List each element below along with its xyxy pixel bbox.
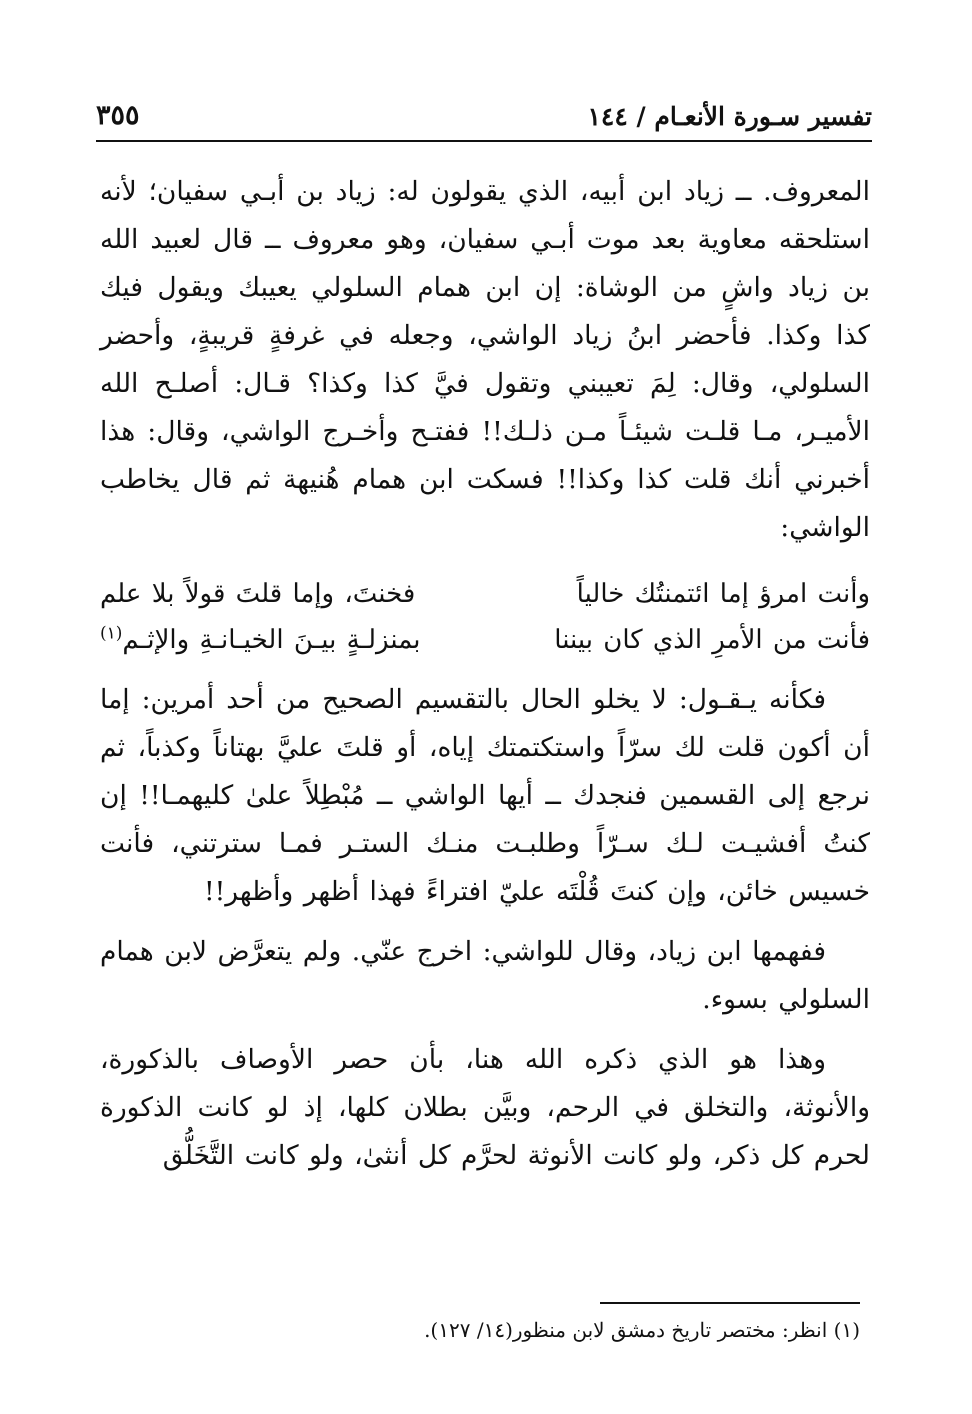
paragraph-argument: وهذا هو الذي ذكره الله هنا، بأن حصر الأوصاف بالذكورة، والأنوثة، والتخلق في الرحم، وبيَّن بطلان كلها، إذ لو كانت الذكورة لحرم كل ذكر، ولو كانت الأنوثة لحرَّم كل أنثىٰ، ولو كانت التَّخَلُّق xyxy=(100,1044,870,1171)
verse-second-hemistich-text: بمنزلـةٍ بيـنَ الخيـانـةِ والإثـم xyxy=(122,625,421,655)
verse-second-hemistich: فخنتَ، وإما قلتَ قولاً بلا علم xyxy=(100,579,416,609)
paragraph-explanation: فكأنه يـقـول: لا يخلو الحال بالتقسيم الصحيح من أحد أمرين: إما أن أكون قلت لك سرّاً واستكتمتك إياه، أو قلتَ عليَّ بهتاناً وكذباً، ثم نرجع إلى القسمين فنجدك ــ أيها الواشي ــ مُبْطِلاً علىٰ كليهمـا!! إن كنتُ أفشيـت لـك سـرّاً وطلبـت منـك الستـر فمـا سترتني، فأنت خسيس خائن، وإن كنتَ قُلْتَه عليّ افتراءً فهذا أظهر وأظهر!! xyxy=(100,684,870,907)
main-text xyxy=(100,168,870,1180)
paragraph-story: المعروف. ــ زياد ابن أبيه، الذي يقولون له: زياد بن أبـي سفيان؛ لأنه استلحقه معاوية بعد موت أبـي سفيان، وهو معروف ــ قال لعبيد الله بن زياد واشٍ من الوشاة: إن ابن همام السلولي يعيبك ويقول فيك كذا وكذا. فأحضر ابنُ زياد الواشي، وجعله في غرفةٍ قريبةٍ، وأحضر السلولي، وقال: لِمَ تعيبني وتقول فيَّ كذا وكذا؟ قـال: أصلـح الله الأميـر، مـا قلـت شيئـاً مـن ذلـك!! ففتـح وأخـرج الواشي، وقال: هذا أخبرني أنك قلت كذا وكذا!! فسكت ابن همام هُنيهة ثم قال يخاطب الواشي: xyxy=(100,176,870,543)
header-rule xyxy=(96,140,872,142)
poem-verse xyxy=(100,570,870,616)
page-number: ٣٥٥ xyxy=(96,100,140,131)
footnote-rule xyxy=(600,1302,860,1304)
poem-verse xyxy=(100,616,870,662)
verse-second-hemistich xyxy=(100,616,421,664)
poem xyxy=(100,570,870,662)
running-title: تفسير سـورة الأنعـام / ١٤٤ xyxy=(587,102,872,131)
paragraph-conclusion: ففهمها ابن زياد، وقال للواشي: اخرج عنّي. ولم يتعرَّض لابن همام السلولي بسوء. xyxy=(100,936,870,1015)
footnote-marker: (١) xyxy=(100,623,123,644)
verse-first-hemistich: فأنت من الأمرِ الذي كان بيننا xyxy=(554,625,870,655)
footnote: (١) انظر: مختصر تاريخ دمشق لابن منظور(١٤/ ١٢٧). xyxy=(424,1318,860,1342)
verse-first-hemistich: وأنت امرؤ إما ائتمنتُك خالياً xyxy=(576,579,870,609)
page-header xyxy=(96,90,872,142)
